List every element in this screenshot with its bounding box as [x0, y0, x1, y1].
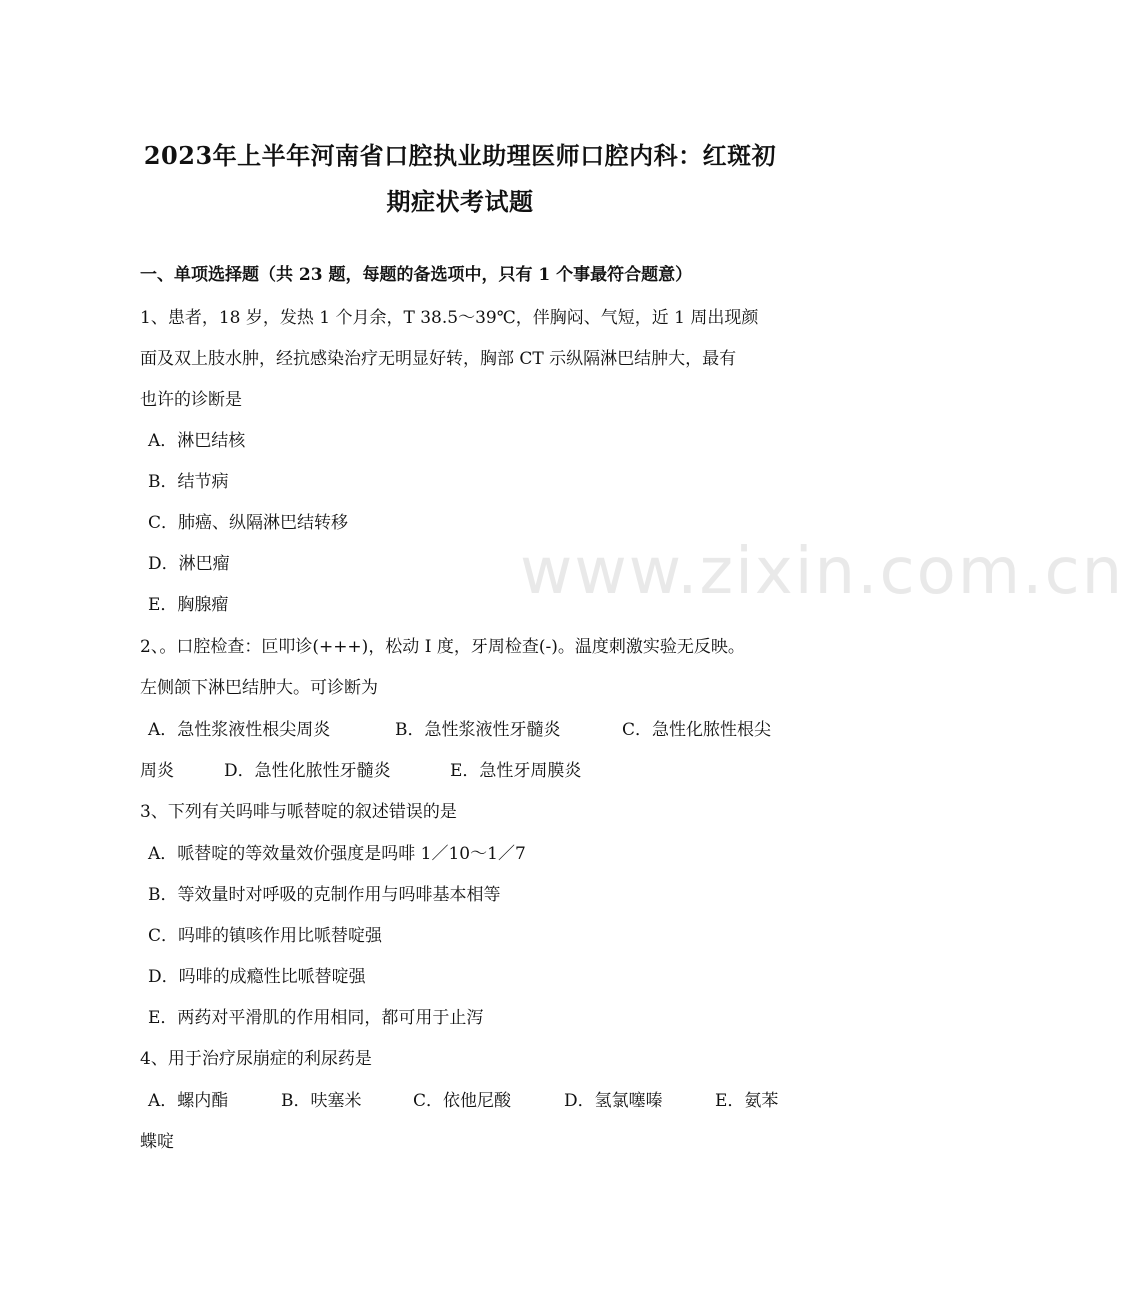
q1-option-d: D．淋巴瘤: [148, 554, 230, 574]
document-title-line-2: 期症状考试题: [386, 187, 534, 216]
q1-stem-line-3: 也许的诊断是: [140, 390, 242, 410]
q2-option-b: B．急性浆液性牙髓炎: [395, 720, 561, 740]
q3-option-e: E．两药对平滑肌的作用相同，都可用于止泻: [148, 1008, 484, 1028]
q4-option-d: D．氢氯噻嗪: [564, 1091, 663, 1111]
q4-option-b: B．呋塞米: [281, 1091, 362, 1111]
q1-option-b: B．结节病: [148, 472, 229, 492]
section-heading: 一、单项选择题（共 23 题，每题的备选项中，只有 1 个事最符合题意）: [140, 265, 693, 285]
q3-stem: 3、下列有关吗啡与哌替啶的叙述错误的是: [140, 802, 457, 822]
q3-option-b: B．等效量时对呼吸的克制作用与吗啡基本相等: [148, 885, 501, 905]
q1-option-e: E．胸腺瘤: [148, 595, 229, 615]
q1-option-a: A．淋巴结核: [148, 431, 246, 451]
q2-stem-line-1: 2、。口腔检查：叵叩诊(+++)，松动 I 度，牙周检查(-)。温度刺激实验无反映。: [140, 637, 745, 657]
q2-option-a: A．急性浆液性根尖周炎: [148, 720, 331, 740]
q4-option-e: E．氨苯: [715, 1091, 779, 1111]
q1-stem-line-1: 1、患者，18 岁，发热 1 个月余，T 38.5～39℃，伴胸闷、气短，近 1 周出现颜: [140, 308, 759, 328]
q3-option-a: A．哌替啶的等效量效价强度是吗啡 1／10～1／7: [148, 844, 526, 864]
q3-option-d: D．吗啡的成瘾性比哌替啶强: [148, 967, 366, 987]
q2-stem-line-2: 左侧颌下淋巴结肿大。可诊断为: [140, 678, 378, 698]
q4-stem: 4、用于治疗尿崩症的利尿药是: [140, 1049, 372, 1069]
q2-option-e: E．急性牙周膜炎: [450, 761, 582, 781]
q4-option-e-continued: 蝶啶: [140, 1132, 174, 1152]
q1-stem-line-2: 面及双上肢水肿，经抗感染治疗无明显好转，胸部 CT 示纵隔淋巴结肿大，最有: [140, 349, 737, 369]
q1-option-c: C．肺癌、纵隔淋巴结转移: [148, 513, 349, 533]
q4-option-c: C．依他尼酸: [413, 1091, 512, 1111]
watermark: www.zixin.com.cn: [520, 535, 1124, 609]
q4-option-a: A．螺内酯: [148, 1091, 229, 1111]
q2-option-c-continued: 周炎: [140, 761, 174, 781]
q2-option-d: D．急性化脓性牙髓炎: [224, 761, 391, 781]
q3-option-c: C．吗啡的镇咳作用比哌替啶强: [148, 926, 383, 946]
q2-option-c: C．急性化脓性根尖: [622, 720, 772, 740]
document-title-line-1: 2023年上半年河南省口腔执业助理医师口腔内科：红斑初: [143, 141, 777, 170]
